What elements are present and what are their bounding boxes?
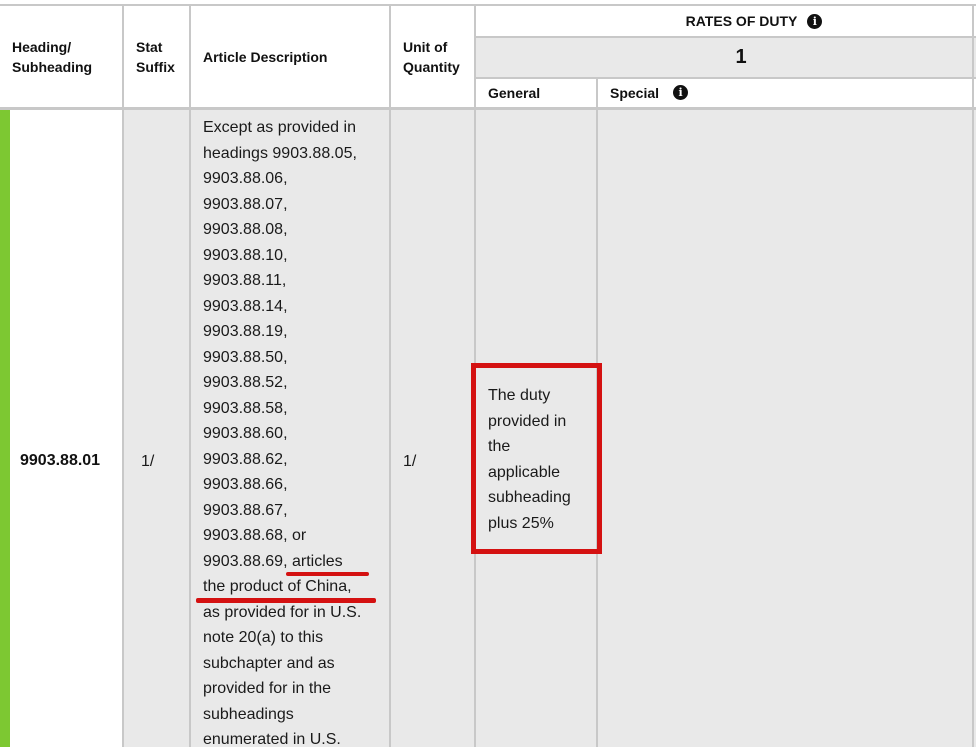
grid-line	[972, 4, 974, 747]
description-line: subchapter and as	[203, 654, 335, 672]
description-line: 9903.88.06,	[203, 170, 288, 187]
heading-cell	[10, 110, 123, 747]
stat-suffix-value: 1/	[141, 453, 155, 470]
description-line: provided for in the	[203, 680, 332, 697]
description-line: headings 9903.88.05,	[203, 144, 357, 162]
special-rate-cell	[598, 110, 976, 747]
general-rate-line: applicable	[488, 463, 561, 481]
description-line: 9903.88.11,	[203, 272, 287, 289]
special-label: Special	[610, 85, 660, 101]
row-accent-bar	[0, 110, 10, 747]
column-header-heading-subheading: Heading/ Subheading	[12, 39, 93, 75]
stat-suffix-cell	[124, 110, 190, 747]
rates-of-duty-label: RATES OF DUTY	[685, 13, 798, 29]
description-line: subheadings	[203, 705, 294, 723]
heading-number[interactable]: 9903.88.01	[20, 452, 101, 469]
grid-line	[0, 107, 976, 110]
rates-column-number: 1	[735, 46, 747, 68]
description-line: 9903.88.50,	[203, 348, 288, 366]
article-description	[203, 115, 389, 753]
highlight-underline	[286, 572, 369, 576]
description-line: as provided for in U.S.	[203, 603, 362, 621]
info-icon[interactable]: i	[807, 14, 822, 29]
grid-line	[0, 4, 976, 6]
grid-line	[474, 36, 976, 38]
description-line: 9903.88.60,	[203, 425, 288, 442]
highlight-underline	[196, 598, 376, 603]
general-rate-line: the	[488, 438, 511, 455]
column-header-special	[610, 81, 810, 103]
general-rate-line: provided in	[488, 412, 567, 430]
description-line: 9903.88.69, articles	[203, 552, 343, 570]
description-line: 9903.88.10,	[203, 246, 288, 264]
description-line: note 20(a) to this	[203, 629, 324, 646]
unit-of-quantity-value: 1/	[403, 453, 417, 470]
description-line: enumerated in U.S.	[203, 731, 341, 748]
column-header-unit-of-quantity: Unit of Quantity	[403, 39, 460, 75]
column-header-article-description: Article Description	[203, 49, 328, 65]
grid-line	[389, 4, 391, 747]
description-line: Except as provided in	[203, 119, 356, 136]
column-header-general: General	[488, 85, 541, 101]
grid-line	[474, 77, 976, 79]
description-line: 9903.88.58,	[203, 399, 288, 417]
general-rate-line: plus 25%	[488, 514, 554, 532]
description-line: 9903.88.67,	[203, 501, 288, 519]
grid-line	[122, 4, 124, 747]
description-line: 9903.88.07,	[203, 195, 288, 213]
general-rate-line: The duty	[488, 387, 551, 404]
description-line: 9903.88.68, or	[203, 527, 307, 544]
description-line: 9903.88.52,	[203, 374, 288, 391]
grid-line	[189, 4, 191, 747]
description-line: 9903.88.66,	[203, 476, 288, 493]
unit-cell	[391, 110, 475, 747]
description-line: 9903.88.62,	[203, 450, 288, 468]
rates-of-duty-header	[476, 10, 972, 32]
description-line: the product of China,	[203, 578, 352, 595]
column-header-stat-suffix: Stat Suffix	[136, 39, 175, 75]
general-rate-line: subheading	[488, 489, 571, 506]
highlight-box	[471, 363, 602, 554]
description-line: 9903.88.19,	[203, 323, 288, 340]
info-icon[interactable]: i	[673, 85, 688, 100]
description-line: 9903.88.14,	[203, 297, 288, 315]
description-line: 9903.88.08,	[203, 221, 288, 238]
